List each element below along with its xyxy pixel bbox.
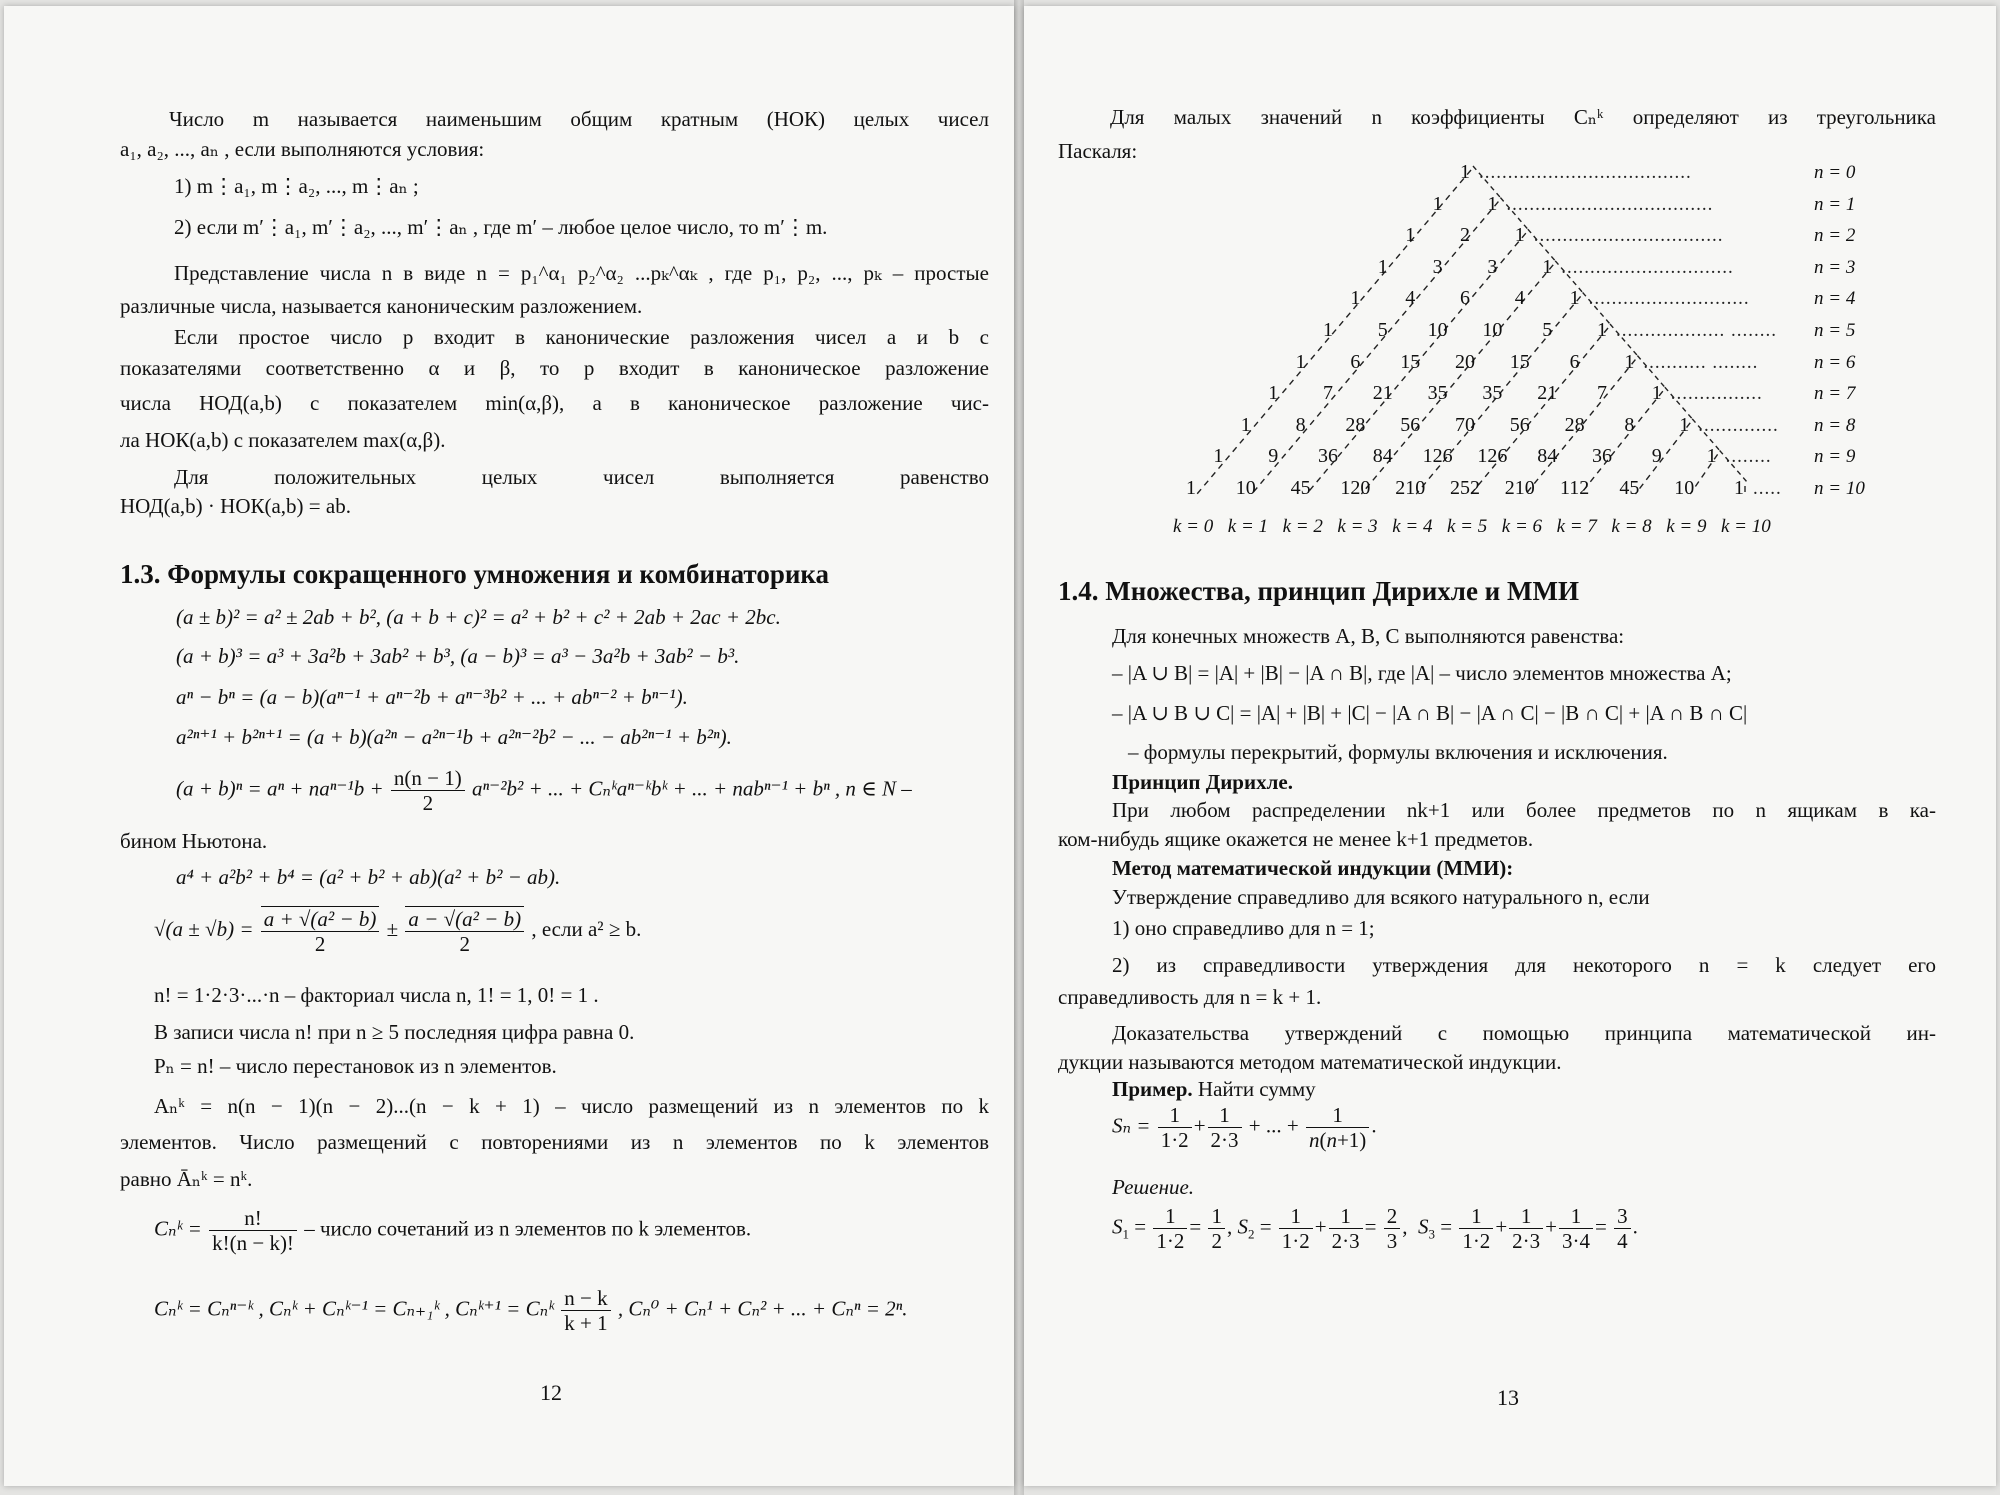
example-line: Пример. Найти сумму (1112, 1077, 1316, 1101)
pascal-cell: 3 (1487, 255, 1498, 278)
section-heading-1-4: 1.4. Множества, принцип Дирихле и ММИ (1058, 576, 1579, 606)
pascal-cell: 1 (1213, 445, 1224, 468)
pascal-cell: 1 (1405, 224, 1416, 247)
pascal-cell: 1 (1460, 161, 1470, 183)
pascal-cell: 1 (1350, 287, 1361, 310)
radical-fraction-2: $\frac{\text{a − √(a² − b)}}{2}$ (405, 906, 524, 956)
pascal-cell: 112 (1559, 477, 1590, 499)
pascal-cell: 1 (1542, 255, 1553, 278)
paragraph-gcd-lcm: Для положительных целых чисел выполняется равенство (174, 465, 989, 489)
dirichlet-text-2: ком-нибудь ящике окажется не менее k+1 предметов. (1058, 827, 1534, 851)
pascal-cell: 9 (1651, 445, 1662, 468)
pascal-cell: 5 (1377, 319, 1388, 341)
formula-combinations: Cₙᵏ = $\frac{n!}{k!(n - k)!}$ – число сочетаний из n элементов по k элементов. (154, 1206, 752, 1256)
pascal-cell: 1 (1240, 413, 1251, 436)
pascal-cell: 1 (1514, 224, 1525, 247)
pascal-column-label: k = 10 (1721, 515, 1771, 537)
pascal-leader-dots: ............................ (1588, 288, 1750, 310)
factorial-last-digit: В записи числа n! при n ≥ 5 последняя цифра равна 0. (154, 1020, 635, 1044)
induction-base: 1) оно справедливо для n = 1; (1112, 916, 1375, 940)
pascal-cell: 210 (1504, 477, 1535, 499)
dirichlet-text: При любом распределении nk+1 или более предметов по n ящикам в ка- (1112, 798, 1936, 822)
pascal-column-label: k = 4 (1392, 515, 1433, 537)
pascal-cell: 5 (1542, 319, 1553, 341)
pascal-cell: 10 (1427, 319, 1448, 341)
formula-cube: (a + b)³ = a³ + 3a²b + 3ab² + b³, (a − b)³ = a³ − 3a²b + 3ab² − b³. (176, 644, 740, 668)
pascal-row-label: n = 7 (1814, 383, 1856, 405)
formula-partial-sums: $S_1$ = $\frac{1}{1\cdot 2}$ = $\frac{1}{2}$ , $S_2$ = $\frac{1}{1\cdot 2}$ + $\frac{1}{2\cdot 3}$ = $\frac{2}{3}$ , $S_3$ = $\frac{1}{1\cdot 2}$ + $\frac{1}{2\cdot 3}$ + $\frac{1}{3\cdot 4}$ = $\frac{3}{4}$ . (1112, 1204, 1638, 1254)
pascal-cell: 1 (1377, 255, 1388, 278)
pascal-cell: 126 (1422, 445, 1453, 468)
pascal-cell: 36 (1318, 445, 1338, 468)
pascal-cell: 120 (1340, 477, 1371, 499)
pascal-cell: 7 (1323, 382, 1333, 405)
pascal-cell: 10 (1674, 477, 1695, 499)
pascal-column-label: k = 0 (1173, 515, 1214, 537)
paragraph-lcm-definition: Число m называется наименьшим общим кратным (НОК) целых чисел (169, 107, 989, 131)
pascal-row-label: n = 8 (1814, 414, 1856, 436)
binomial-caption: бином Ньютона. (120, 829, 268, 853)
formula-square: (a ± b)² = a² ± 2ab + b², (a + b + c)² = a² + b² + c² + 2ab + 2ac + 2bc. (176, 605, 781, 629)
pascal-cell: 1 (1268, 382, 1279, 405)
pascal-leader-dots: ..... (1753, 478, 1782, 499)
pascal-cell: 28 (1564, 413, 1585, 436)
pascal-cell: 35 (1482, 382, 1503, 405)
arrangements-repetition: равно Āₙᵏ = nᵏ. (120, 1167, 253, 1191)
pascal-cell: 1 (1487, 192, 1498, 215)
pascal-cell: 45 (1290, 477, 1311, 499)
inclusion-exclusion-caption: – формулы перекрытий, формулы включения и исключения. (1128, 740, 1668, 764)
formula-binomial: (a + b)ⁿ = aⁿ + naⁿ⁻¹b + $\frac{n(n - 1)}{2}$ aⁿ⁻²b² + ... + Cₙᵏaⁿ⁻ᵏbᵏ + ... + nabⁿ⁻¹ + bⁿ , n ∈ N – (176, 766, 912, 816)
induction-step: 2) из справедливости утверждения для некоторого n = k следует его (1112, 953, 1936, 977)
pascal-cell: 210 (1395, 477, 1426, 499)
pascal-intro: Для малых значений n коэффициенты Cₙᵏ определяют из треугольника (1110, 105, 1936, 129)
pascal-cell: 8 (1295, 413, 1306, 436)
pascal-cell: 1 (1651, 382, 1662, 405)
pascal-cell: 35 (1427, 382, 1448, 405)
pascal-cell: 1 (1679, 413, 1690, 436)
pascal-cell: 20 (1455, 350, 1475, 373)
induction-definition-2: дукции называются методом математической индукции. (1058, 1050, 1562, 1074)
pascal-row-label: n = 2 (1814, 225, 1856, 247)
pascal-cell: 84 (1537, 445, 1558, 468)
pascal-cell: 6 (1460, 287, 1470, 310)
pascal-cell: 1 (1186, 477, 1196, 499)
pascal-dashed-diagonal (1471, 328, 1608, 494)
pascal-column-label: k = 9 (1666, 515, 1707, 537)
induction-condition: Утверждение справедливо для всякого натурального n, если (1112, 885, 1650, 909)
pascal-triangle (1024, 6, 1996, 566)
pascal-cell: 1 (1569, 287, 1580, 310)
pascal-cell: 7 (1597, 382, 1607, 405)
pascal-cell: 15 (1400, 350, 1421, 373)
pascal-cell: 70 (1455, 413, 1475, 436)
pascal-leader-dots: ........ (1725, 446, 1772, 468)
pascal-leader-dots: ................ (1670, 383, 1763, 405)
pascal-row-label: n = 10 (1814, 478, 1865, 499)
pascal-cell: 1 (1323, 319, 1333, 341)
pascal-row-label: n = 1 (1814, 193, 1856, 215)
paragraph-prime-4: ла НОК(a,b) с показателем max(α,β). (120, 428, 446, 452)
pascal-cell: 3 (1432, 255, 1443, 278)
pascal-intro-2: Паскаля: (1058, 139, 1138, 163)
pascal-cell: 28 (1345, 413, 1366, 436)
pascal-leader-dots: ................................. (1533, 225, 1724, 247)
pascal-column-label: k = 8 (1611, 515, 1652, 537)
page-number-13: 13 (1497, 1385, 1519, 1410)
pascal-cell: 9 (1268, 445, 1279, 468)
sets-intro: Для конечных множеств A, B, C выполняются равенства: (1112, 624, 1625, 648)
induction-definition: Доказательства утверждений с помощью принципа математической ин- (1112, 1021, 1936, 1045)
pascal-cell: 45 (1619, 477, 1640, 499)
pascal-row-label: n = 3 (1814, 256, 1856, 278)
pascal-leader-dots: ................... ........ (1616, 320, 1777, 341)
pascal-cell: 56 (1509, 413, 1530, 436)
pascal-cell: 36 (1592, 445, 1612, 468)
pascal-cell: 84 (1372, 445, 1393, 468)
pascal-cell: 2 (1460, 224, 1470, 247)
page-number-12: 12 (540, 1380, 562, 1405)
formula-sum-odd-powers: a²ⁿ⁺¹ + b²ⁿ⁺¹ = (a + b)(a²ⁿ − a²ⁿ⁻¹b + a²ⁿ⁻²b² − ... − ab²ⁿ⁻¹ + b²ⁿ). (176, 725, 732, 749)
pascal-column-label: k = 1 (1227, 515, 1269, 537)
pascal-cell: 1 (1295, 350, 1306, 373)
formula-sum-definition: Sₙ = $\frac{1}{1\cdot 2}$ + $\frac{1}{2\cdot 3}$ + ... + $\frac{1}{n(n+1)}$ . (1112, 1103, 1377, 1153)
pascal-column-label: k = 2 (1282, 515, 1323, 537)
pascal-column-label: k = 3 (1337, 515, 1378, 537)
formula-arrangements: Aₙᵏ = n(n − 1)(n − 2)...(n − k + 1) – число размещений из n элементов по k (154, 1094, 989, 1118)
pascal-cell: 8 (1624, 413, 1635, 436)
solution-label: Решение. (1112, 1175, 1195, 1199)
formula-union-two: – |A ∪ B| = |A| + |B| − |A ∩ B|, где |A| – число элементов множества A; (1112, 661, 1732, 685)
paragraph-lcm-definition-2: a₁, a₂, ..., aₙ , если выполняются условия: (120, 137, 485, 161)
paragraph-prime-2: показателями соответственно α и β, то p входит в каноническое разложение (120, 356, 990, 380)
formula-gcd-lcm: НОД(a,b) · НОК(a,b) = ab. (120, 494, 351, 518)
formula-nested-radical: √(a ± √b) = $\frac{\text{a + √(a² − b)}}{2}$ ± $\frac{\text{a − √(a² − b)}}{2}$ , если a² ≥ b. (154, 907, 642, 957)
condition-1: 1) m⋮a₁, m⋮a₂, ..., m⋮aₙ ; (174, 174, 419, 198)
condition-2: 2) если m′⋮a₁, m′⋮a₂, ..., m′⋮aₙ , где m′ – любое целое число, то m′⋮m. (174, 215, 828, 239)
dirichlet-title: Принцип Дирихле. (1112, 770, 1293, 794)
pascal-cell: 10 (1482, 319, 1503, 341)
pascal-cell: 1 (1432, 192, 1443, 215)
paragraph-prime: Если простое число p входит в канонические разложения чисел a и b с (174, 325, 989, 349)
pascal-leader-dots: .............................. (1561, 256, 1734, 278)
section-heading-1-3: 1.3. Формулы сокращенного умножения и комбинаторика (120, 559, 830, 589)
paragraph-canonical: Представление числа n в виде n = p₁^α₁ p₂^α₂ ...pₖ^αₖ , где p₁, p₂, ..., pₖ – простые (174, 261, 989, 285)
page-right (1024, 6, 1996, 1486)
pascal-leader-dots: .................................... (1506, 193, 1714, 215)
pascal-row-label: n = 4 (1814, 288, 1856, 310)
pascal-leader-dots: ........... ........ (1643, 351, 1759, 373)
pascal-cell: 10 (1235, 477, 1256, 499)
pascal-cell: 1 (1706, 445, 1717, 468)
combinations-fraction: $\frac{n!}{k!(n - k)!}$ (209, 1206, 297, 1255)
radical-fraction-1: $\frac{\text{a + √(a² − b)}}{2}$ (261, 906, 380, 956)
pascal-row-label: n = 5 (1814, 320, 1856, 341)
page-left (4, 6, 1014, 1486)
induction-title: Метод математической индукции (ММИ): (1112, 856, 1514, 880)
formula-combination-identities: Cₙᵏ = Cₙⁿ⁻ᵏ , Cₙᵏ + Cₙᵏ⁻¹ = Cₙ₊₁ᵏ , Cₙᵏ⁺¹ = Cₙᵏ $\frac{n - k}{k + 1}$ , Cₙ⁰ + Cₙ¹ + Cₙ² + ... + Cₙⁿ = 2ⁿ. (154, 1286, 908, 1336)
formula-fourth-powers: a⁴ + a²b² + b⁴ = (a² + b² + ab)(a² + b² − ab). (176, 865, 561, 889)
pascal-row-label: n = 6 (1814, 351, 1856, 373)
induction-step-2: справедливость для n = k + 1. (1058, 985, 1322, 1009)
identity-fraction: $\frac{n - k}{k + 1}$ (561, 1286, 610, 1335)
pascal-cell: 56 (1400, 413, 1421, 436)
pascal-cell: 6 (1350, 350, 1361, 373)
paragraph-canonical-2: различные числа, называется каноническим разложением. (120, 294, 643, 318)
pascal-cell: 1 (1624, 350, 1635, 373)
book-gutter (1014, 0, 1024, 1495)
pascal-column-label: k = 5 (1447, 515, 1488, 537)
pascal-row-label: n = 9 (1814, 446, 1856, 468)
formula-factorial: n! = 1·2·3·...·n – факториал числа n, 1! = 1, 0! = 1 . (154, 983, 599, 1007)
pascal-leader-dots: .............. (1698, 414, 1779, 436)
arrangements-2: элементов. Число размещений с повторениями из n элементов по k элементов (120, 1130, 989, 1154)
pascal-cell: 1 (1597, 319, 1607, 341)
pascal-cell: 4 (1405, 287, 1416, 310)
pascal-cell: 6 (1569, 350, 1580, 373)
formula-union-three: – |A ∪ B ∪ C| = |A| + |B| + |C| − |A ∩ B| − |A ∩ C| − |B ∩ C| + |A ∩ B ∩ C| (1112, 701, 1748, 725)
binomial-fraction: $\frac{n(n - 1)}{2}$ (391, 766, 465, 815)
pascal-cell: 21 (1537, 382, 1558, 405)
pascal-cell: 252 (1450, 477, 1480, 499)
paragraph-prime-3: числа НОД(a,b) с показателем min(α,β), а в каноническое разложение чис- (120, 391, 989, 415)
pascal-cell: 15 (1509, 350, 1530, 373)
pascal-leader-dots: ..................................... (1479, 162, 1692, 183)
formula-permutations: Pₙ = n! – число перестановок из n элементов. (154, 1054, 557, 1078)
pascal-column-label: k = 7 (1556, 515, 1597, 537)
pascal-cell: 4 (1514, 287, 1525, 310)
pascal-column-label: k = 6 (1501, 515, 1543, 537)
pascal-cell: 21 (1372, 382, 1393, 405)
formula-diff-powers: aⁿ − bⁿ = (a − b)(aⁿ⁻¹ + aⁿ⁻²b + aⁿ⁻³b² + ... + abⁿ⁻² + bⁿ⁻¹). (176, 685, 688, 709)
pascal-cell: 126 (1477, 445, 1508, 468)
pascal-cell: 1 (1734, 477, 1744, 499)
pascal-row-label: n = 0 (1814, 162, 1856, 183)
